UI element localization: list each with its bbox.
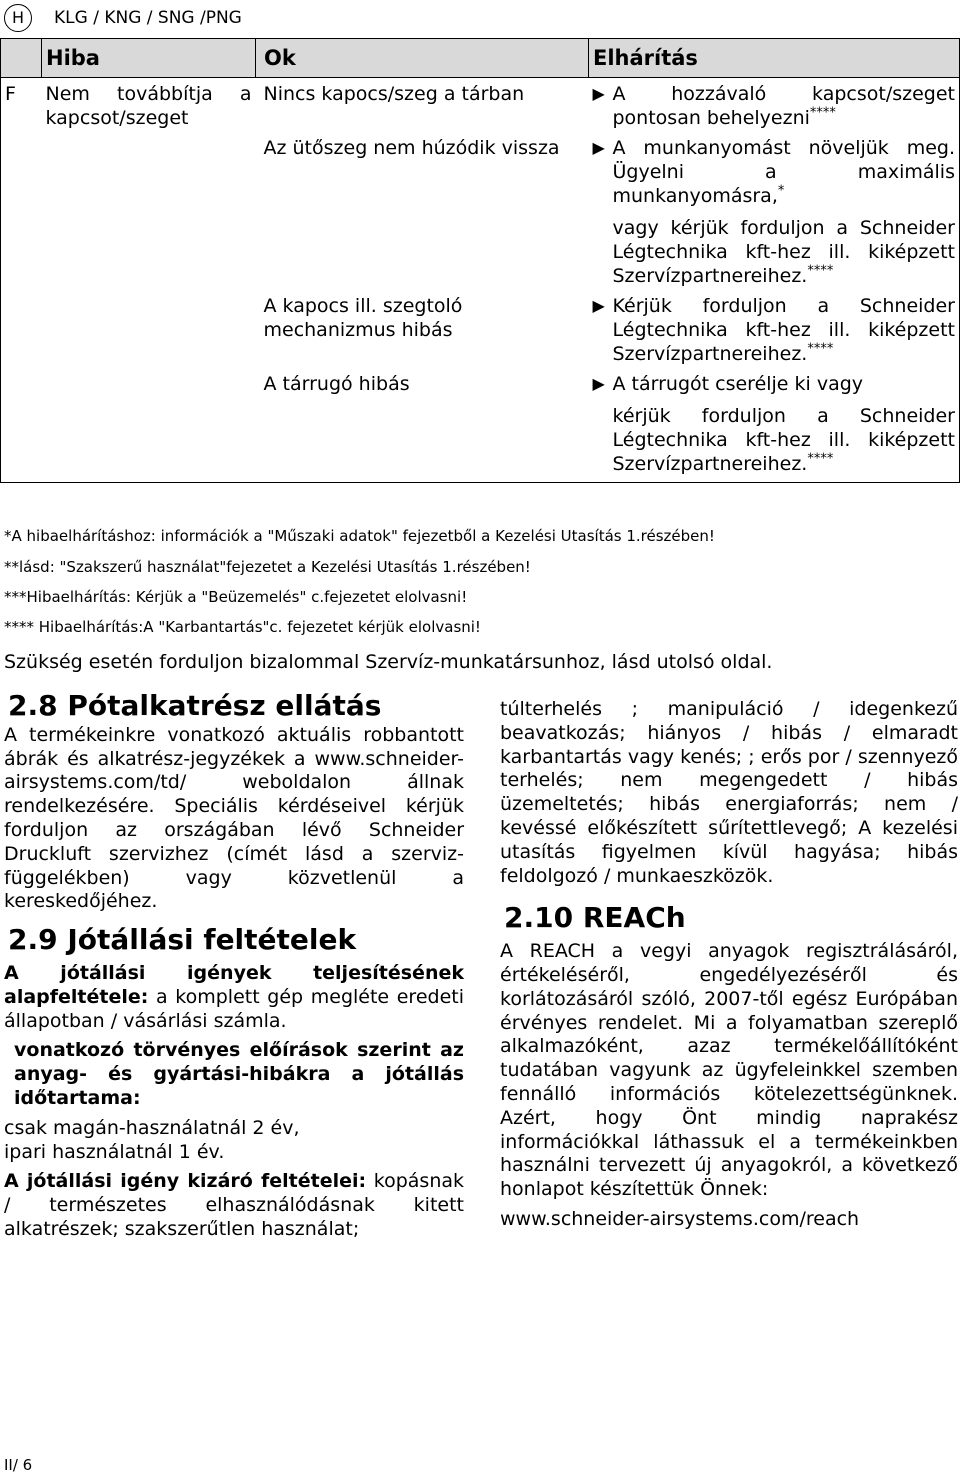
- remedy-text: kérjük forduljon a Schneider Légtechnika kft-hez ill. kiképzett Szervízpartnereihez.****: [612, 405, 955, 475]
- bullet-triangle-icon: ▶: [592, 374, 605, 393]
- section-title: 2.9 Jótállási feltételek: [8, 923, 357, 957]
- section-title: 2.8 Pótalkatrész ellátás: [8, 689, 382, 722]
- bullet-triangle-icon: ▶: [592, 296, 605, 315]
- cause-cell: A kapocs ill. szegtoló mechanizmus hibás: [263, 295, 463, 341]
- remedy-text: A hozzávaló kapcsot/szeget pontosan behelyezni****: [612, 83, 955, 129]
- table-row: [1, 290, 960, 368]
- section-body: A termékeinkre vonatkozó aktuális robbantott ábrák és alkatrész-jegyzékek a www.schneider-airsystems.com/td/ weboldalon állnak rendelkezésére. Speciális kérdéseivel kérjük forduljon az országában lévő Schneider Druckluft szervizhez (címét lásd a szerviz-függelékben) vagy közvetlenül a kereskedőjéhez.: [4, 723, 464, 913]
- cause-cell: Az ütőszeg nem húzódik vissza: [263, 137, 560, 159]
- fault-cell: Nem továbbítja a kapcsot/szeget: [45, 83, 252, 129]
- footnote: **** Hibaelhárítás:A "Karbantartás"c. fejezetet kérjük elolvasni!: [4, 618, 481, 636]
- section-title: 2.10 REACh: [504, 901, 686, 935]
- section-letter-badge: H: [4, 4, 32, 32]
- remedy-text: Kérjük forduljon a Schneider Légtechnika kft-hez ill. kiképzett Szervízpartnereihez.****: [612, 295, 955, 365]
- header-fault: Hiba: [42, 39, 256, 78]
- bullet-triangle-icon: ▶: [592, 84, 605, 103]
- row-letter: F: [1, 78, 42, 133]
- table-row: [1, 132, 960, 290]
- header-cause: Ok: [256, 39, 589, 78]
- service-note: Szükség esetén forduljon bizalommal Szervíz-munkatársunhoz, lásd utolsó oldal.: [4, 651, 773, 673]
- troubleshooting-table: [0, 38, 960, 483]
- page-number: II/ 6: [4, 1456, 33, 1474]
- footnote: **lásd: "Szakszerű használat"fejezetet a Kezelési Utasítás 1.részében!: [4, 558, 531, 576]
- remedy-text: A munkanyomást növeljük meg. Ügyelni a maximális munkanyomásra,*: [612, 137, 955, 207]
- bullet-triangle-icon: ▶: [592, 138, 605, 157]
- remedy-text: A tárrugót cserélje ki vagy: [612, 373, 864, 395]
- remedy-cell: [589, 290, 960, 368]
- left-column: [4, 689, 465, 1242]
- exclusions-continued: túlterhelés ; manipuláció / idegenkezű beavatkozás; hiányos / hibás / elmaradt karbantartás vagy kenés; ; erős por / szennyező terhelés; nem megengedett / hibás üzemeltetés; hibás energiaforrás; nem / kevéssé előkészített sűrítettlevegő; A kezelési utasítás figyelmen kívül hagyása; hibás feldolgozó / munkaeszközök.: [500, 698, 958, 887]
- remedy-cell: [589, 132, 960, 290]
- footnote: *A hibaelhárításhoz: információk a "Műszaki adatok" fejezetből a Kezelési Utasítás 1.részében!: [4, 527, 715, 545]
- right-column: [500, 698, 958, 1232]
- warranty-exclusions: A jótállási igény kizáró feltételei: kopásnak / természetes elhasználódásnak kitett alkatrészek; szakszerűtlen használat;: [4, 1170, 465, 1240]
- remedy-text: vagy kérjük forduljon a Schneider Légtechnika kft-hez ill. kiképzett Szervízpartnereihez.****: [612, 217, 955, 287]
- section-body: A REACH a vegyi anyagok regisztrálásáról, értékeléséről, engedélyezéséről és korlátozásáról szóló, 2007-től egész Európában érvényes rendelet. Mi a folyamatban szereplő alkalmazóként, azaz termékelőállítóként tudatában vagyunk az ügyfeleinkkel szemben fennálló információs kötelezettségünknek. Azért, hogy Önt mindig naprakész információkkal láthassuk el a termékeinkben használni tervezett új anyagokról, a következő honlapot készítettük Önnek:: [500, 940, 958, 1201]
- page-header-title: KLG / KNG / SNG /PNG: [54, 8, 242, 28]
- cause-cell: A tárrugó hibás: [256, 368, 589, 483]
- warranty-private: csak magán-használatnál 2 év,: [4, 1116, 300, 1139]
- table-row: [1, 368, 960, 483]
- warranty-industrial: ipari használatnál 1 év.: [4, 1140, 225, 1163]
- warranty-paragraph: A jótállási igények teljesítésének alapfeltétele: a komplett gép megléte eredeti állapotban / vásárlási számla.: [4, 961, 464, 1032]
- table-row: [1, 78, 960, 133]
- warranty-period-heading: vonatkozó törvényes előírások szerint az anyag- és gyártási-hibákra a jótállás időtartama:: [14, 1039, 464, 1109]
- cause-cell: Nincs kapocs/szeg a tárban: [263, 83, 525, 105]
- footnote: ***Hibaelhárítás: Kérjük a "Beüzemelés" c.fejezetet elolvasni!: [4, 588, 468, 606]
- remedy-cell: [589, 368, 960, 483]
- remedy-cell: [589, 78, 960, 133]
- reach-url: www.schneider-airsystems.com/reach: [500, 1207, 860, 1230]
- header-blank: [1, 39, 42, 78]
- header-remedy: Elhárítás: [589, 39, 960, 78]
